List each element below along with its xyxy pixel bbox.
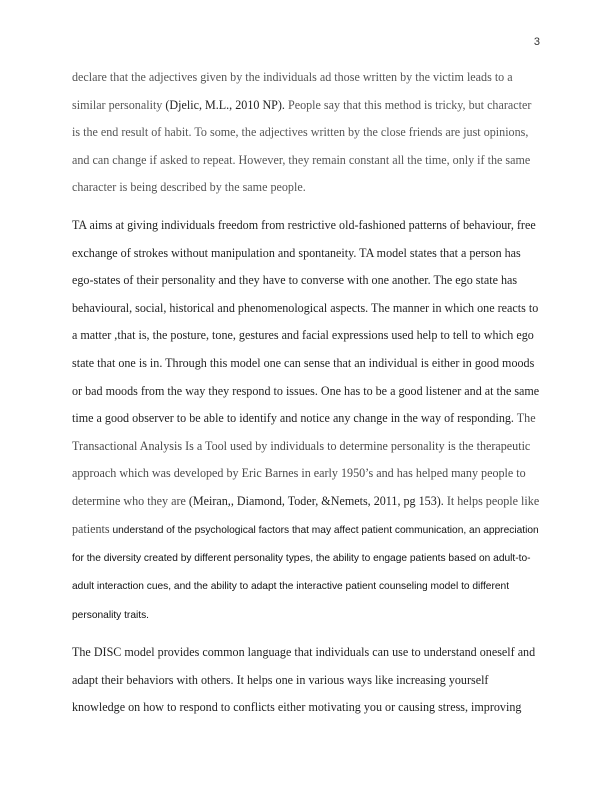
paragraph-2-text-b: The Transactional Analysis Is a Tool used by individuals to determine personality is the therapeutic approach which was developed by Eric Barnes in early 1950’s and has helped many people to determine who they are	[72, 411, 536, 508]
paragraph-3	[72, 639, 540, 722]
paragraph-2	[72, 212, 540, 629]
document-body	[72, 64, 540, 732]
page-number: 3	[533, 36, 540, 48]
paragraph-3-text: The DISC model provides common language that individuals can use to understand oneself and adapt their behaviors with others. It helps one in various ways like increasing yourself knowledge on how to respond to conflicts either motivating you or causing stress, improving	[72, 645, 536, 715]
paragraph-2-text-d: understand of the psychological factors that may affect patient communication, an appreciation for the diversity created by different personality types, the ability to engage patients based on adult-to-adult interaction cues, and the ability to adapt the interactive patient counseling model to different personality traits.	[72, 524, 539, 621]
paragraph-2-text-c: It helps people like patients	[72, 493, 540, 536]
citation-djelic: (Djelic, M.L., 2010 NP).	[165, 97, 285, 112]
paragraph-1-text-a: declare that the adjectives given by the individuals ad those written by the victim leads to a similar personality	[72, 70, 513, 112]
citation-meiran: (Meiran,, Diamond, Toder, &Nemets, 2011, pg 153).	[188, 493, 444, 508]
paragraph-2-text-a: TA aims at giving individuals freedom from restrictive old-fashioned patterns of behaviour, free exchange of strokes without manipulation and spontaneity. TA model states that a person has ego-states of their personality and they have to converse with one another. The ego state has behavioural, social, historical and phenomenological aspects. The manner in which one reacts to a matter ,that is, the posture, tone, gestures and facial expressions used help to tell to which ego state that one is in. Through this model one can sense that an individual is either in good moods or bad moods from the way they respond to issues. One has to be a good listener and at the same time a good observer to be able to identify and notice any change in the way of responding.	[72, 217, 540, 426]
paragraph-1	[72, 64, 540, 202]
paragraph-1-text-b: People say that this method is tricky, but character is the end result of habit. To some, the adjectives written by the close friends are just opinions, and can change if asked to repeat. However, they remain constant all the time, only if the same character is being described by the same people.	[72, 97, 532, 195]
